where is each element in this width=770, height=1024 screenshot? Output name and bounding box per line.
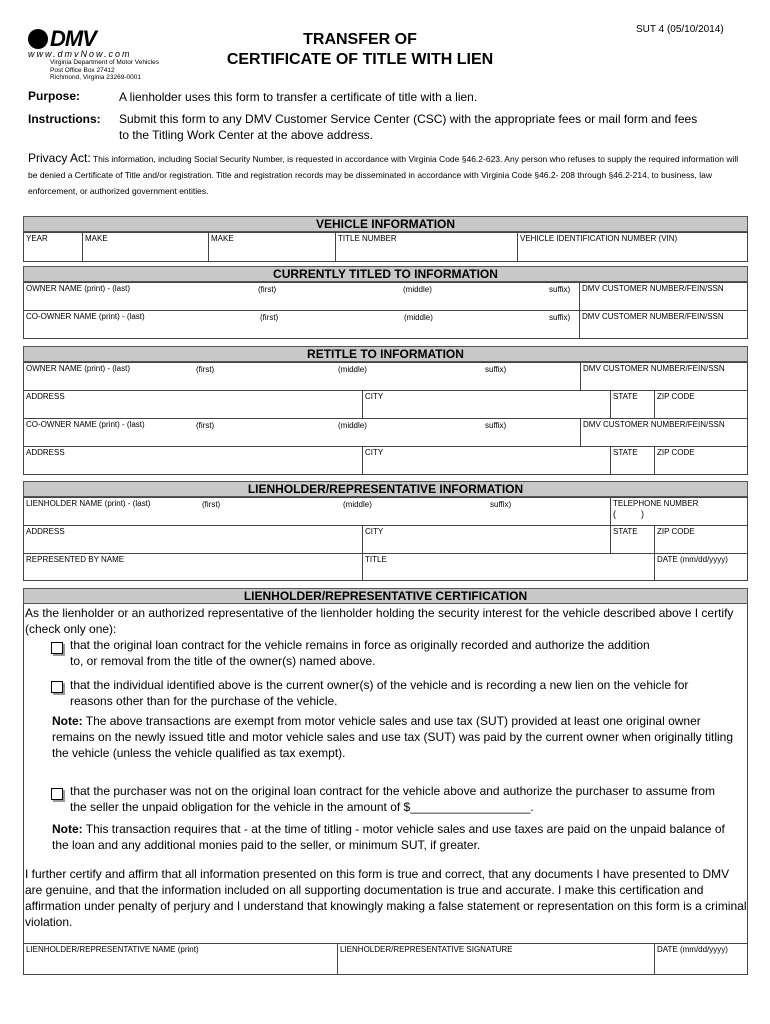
retitle-owner-dmv-field[interactable]: DMV CUSTOMER NUMBER/FEIN/SSN bbox=[580, 362, 748, 391]
label-suffix: suffix) bbox=[549, 313, 571, 322]
make-field-2[interactable]: MAKE bbox=[208, 232, 336, 262]
note1 bbox=[52, 713, 742, 761]
label-first: (first) bbox=[258, 285, 277, 294]
retitle-owner-address-field[interactable]: ADDRESS bbox=[23, 390, 363, 419]
telephone-field[interactable] bbox=[610, 497, 748, 526]
label: CO-OWNER NAME (print) - (last) bbox=[26, 312, 145, 321]
retitle-header: RETITLE TO INFORMATION bbox=[23, 346, 748, 362]
retitle-owner-city-field[interactable]: CITY bbox=[362, 390, 611, 419]
retitle-coowner-city-field[interactable]: CITY bbox=[362, 446, 611, 475]
lienholder-address-field[interactable]: ADDRESS bbox=[23, 525, 363, 554]
logo-url: www.dmvNow.com bbox=[28, 49, 132, 59]
option2-text: that the individual identified above is the current owner(s) of the vehicle and is recording a new lien on the vehicle for reasons other than for the purchase of the vehicle. bbox=[70, 678, 689, 708]
retitle-coowner-address-field[interactable]: ADDRESS bbox=[23, 446, 363, 475]
privacy-act bbox=[28, 150, 748, 199]
privacy-text: This information, including Social Security Number, is requested in accordance with Virginia Code §46.2-623. Any person who refuses to supply the required information will be denied a Certificate of Title and/or registration. Title and registration records may be disseminated in accordance with Virginia Code §46.2- 208 through §46.2-214, to business, law enforcement, or authorized government entities. bbox=[28, 154, 739, 196]
label-middle: (middle) bbox=[404, 313, 433, 322]
rep-signature-field[interactable]: LIENHOLDER/REPRESENTATIVE SIGNATURE bbox=[337, 943, 655, 975]
retitle-coowner-state-field[interactable]: STATE bbox=[610, 446, 655, 475]
option1-text: that the original loan contract for the vehicle remains in force as originally recorded and authorize the addition to, or removal from the title of the owner(s) named above. bbox=[70, 638, 650, 668]
represented-by-field[interactable]: REPRESENTED BY NAME bbox=[23, 553, 363, 581]
form-number: SUT 4 (05/10/2014) bbox=[636, 24, 724, 35]
agency-name: Virginia Department of Motor Vehicles bbox=[50, 59, 159, 66]
note-label: Note: bbox=[52, 822, 83, 836]
vehicle-header: VEHICLE INFORMATION bbox=[23, 216, 748, 232]
lienholder-city-field[interactable]: CITY bbox=[362, 525, 611, 554]
agency-city: Richmond, Virginia 23269-0001 bbox=[50, 74, 141, 81]
privacy-label: Privacy Act: bbox=[28, 151, 91, 165]
make-field-1[interactable]: MAKE bbox=[82, 232, 209, 262]
instructions-line1: Submit this form to any DMV Customer Service Center (CSC) with the appropriate fees or mail form and fees bbox=[119, 112, 698, 126]
instructions-line2: to the Titling Work Center at the above address. bbox=[119, 128, 373, 142]
lienholder-name-field[interactable] bbox=[23, 497, 611, 526]
title-number-field[interactable]: TITLE NUMBER bbox=[335, 232, 518, 262]
label-suffix: suffix) bbox=[485, 365, 507, 374]
label-first: (first) bbox=[260, 313, 279, 322]
title-line1: TRANSFER OF bbox=[303, 31, 417, 48]
label: OWNER NAME (print) - (last) bbox=[26, 364, 130, 373]
note2 bbox=[52, 821, 732, 853]
lienholder-zip-field[interactable]: ZIP CODE bbox=[654, 525, 748, 554]
label-middle: (middle) bbox=[338, 365, 367, 374]
vin-field[interactable]: VEHICLE IDENTIFICATION NUMBER (VIN) bbox=[517, 232, 748, 262]
po-box: Post Office Box 27412 bbox=[50, 66, 115, 74]
lienholder-header: LIENHOLDER/REPRESENTATIVE INFORMATION bbox=[23, 481, 748, 497]
note-label: Note: bbox=[52, 714, 83, 728]
logo-brand: DMV bbox=[50, 26, 96, 51]
label: CO-OWNER NAME (print) - (last) bbox=[26, 420, 145, 429]
rep-print-name-field[interactable]: LIENHOLDER/REPRESENTATIVE NAME (print) bbox=[23, 943, 338, 975]
affirmation-text: I further certify and affirm that all information presented on this form is true and correct, that any documents I have presented to DMV are genuine, and that the information included on all supporting documentation is true and accurate. I make this certification and affirmation under penalty of perjury and I understand that knowingly making a false statement or representation on this form is a criminal violation. bbox=[25, 867, 747, 929]
label: OWNER NAME (print) - (last) bbox=[26, 284, 130, 293]
label-first: (first) bbox=[196, 365, 215, 374]
current-owner-dmv-field[interactable]: DMV CUSTOMER NUMBER/FEIN/SSN bbox=[579, 282, 748, 311]
retitle-owner-state-field[interactable]: STATE bbox=[610, 390, 655, 419]
label-middle: (middle) bbox=[343, 500, 372, 509]
area-code-parens: ( ) bbox=[613, 509, 644, 519]
option1-checkbox[interactable] bbox=[51, 642, 63, 654]
option2-checkbox[interactable] bbox=[51, 681, 63, 693]
retitle-coowner-dmv-field[interactable]: DMV CUSTOMER NUMBER/FEIN/SSN bbox=[580, 418, 748, 447]
label-suffix: suffix) bbox=[490, 500, 512, 509]
current-header: CURRENTLY TITLED TO INFORMATION bbox=[23, 266, 748, 282]
dmv-swoosh-icon bbox=[28, 29, 48, 49]
label-middle: (middle) bbox=[403, 285, 432, 294]
rep-title-field[interactable]: TITLE bbox=[362, 553, 655, 581]
rep-date-field[interactable]: DATE (mm/dd/yyyy) bbox=[654, 553, 748, 581]
option3-text: that the purchaser was not on the original loan contract for the vehicle above and authorize the purchaser to assume from the seller the unpaid obligation for the vehicle in the amount of $__________________. bbox=[70, 784, 716, 814]
certification-intro: As the lienholder or an authorized representative of the lienholder holding the security interest for the vehicle described above I certify (check only one): bbox=[25, 606, 734, 636]
purpose-text: A lienholder uses this form to transfer a certificate of title with a lien. bbox=[119, 90, 478, 104]
current-owner-name-field[interactable] bbox=[23, 282, 580, 311]
option3-checkbox[interactable] bbox=[51, 788, 63, 800]
instructions-label: Instructions: bbox=[28, 112, 101, 126]
label: LIENHOLDER NAME (print) - (last) bbox=[26, 499, 151, 508]
cert-date-field[interactable]: DATE (mm/dd/yyyy) bbox=[654, 943, 748, 975]
label-first: (first) bbox=[196, 421, 215, 430]
label-middle: (middle) bbox=[338, 421, 367, 430]
label-suffix: suffix) bbox=[549, 285, 571, 294]
note1-text: The above transactions are exempt from motor vehicle sales and use tax (SUT) provided at least one original owner remains on the newly issued title and motor vehicle sales and use tax (SUT) was paid by the current owner when originally titling the vehicle (unless the vehicle qualified as tax exempt). bbox=[52, 714, 733, 760]
certification-header: LIENHOLDER/REPRESENTATIVE CERTIFICATION bbox=[23, 588, 748, 604]
title-line2: CERTIFICATE OF TITLE WITH LIEN bbox=[226, 51, 494, 68]
dmv-logo bbox=[28, 26, 188, 82]
label: TELEPHONE NUMBER bbox=[613, 499, 699, 508]
label-suffix: suffix) bbox=[485, 421, 507, 430]
retitle-owner-zip-field[interactable]: ZIP CODE bbox=[654, 390, 748, 419]
retitle-coowner-zip-field[interactable]: ZIP CODE bbox=[654, 446, 748, 475]
current-coowner-name-field[interactable] bbox=[23, 310, 580, 339]
year-field[interactable]: YEAR bbox=[23, 232, 83, 262]
lienholder-state-field[interactable]: STATE bbox=[610, 525, 655, 554]
purpose-label: Purpose: bbox=[28, 89, 81, 103]
note2-text: This transaction requires that - at the time of titling - motor vehicle sales and use taxes are paid on the unpaid balance of the loan and any additional monies paid to the seller, or minimum SUT, if greater. bbox=[52, 822, 725, 852]
current-coowner-dmv-field[interactable]: DMV CUSTOMER NUMBER/FEIN/SSN bbox=[579, 310, 748, 339]
label-first: (first) bbox=[202, 500, 221, 509]
page-title bbox=[200, 30, 520, 70]
